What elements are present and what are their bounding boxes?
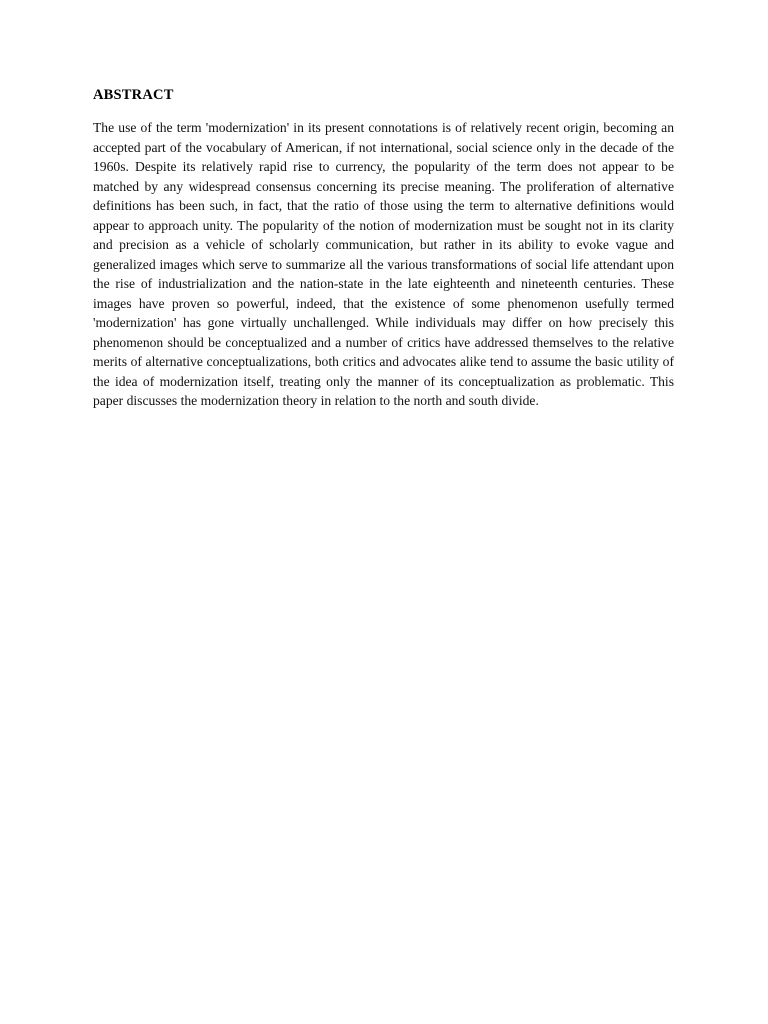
abstract-heading: ABSTRACT bbox=[93, 87, 174, 103]
abstract-paragraph: The use of the term 'modernization' in its present connotations is of relatively recent origin, becoming an accepted part of the vocabulary of American, if not international, social science only in the decade of the 1960s. Despite its relatively rapid rise to currency, the popularity of the term does not appear to be matched by any widespread consensus concerning its precise meaning. The proliferation of alternative definitions has been such, in fact, that the ratio of those using the term to alternative definitions would appear to approach unity. The popularity of the notion of modernization must be sought not in its clarity and precision as a vehicle of scholarly communication, but rather in its ability to evoke vague and generalized images which serve to summarize all the various transformations of social life attendant upon the rise of industrialization and the nation-state in the late eighteenth and nineteenth centuries. These images have proven so powerful, indeed, that the existence of some phenomenon usefully termed 'modernization' has gone virtually unchallenged. While individuals may differ on how precisely this phenomenon should be conceptualized and a number of critics have addressed themselves to the relative merits of alternative conceptualizations, both critics and advocates alike tend to assume the basic utility of the idea of modernization itself, treating only the manner of its conceptualization as problematic. This paper discusses the modernization theory in relation to the north and south divide. bbox=[93, 120, 674, 408]
